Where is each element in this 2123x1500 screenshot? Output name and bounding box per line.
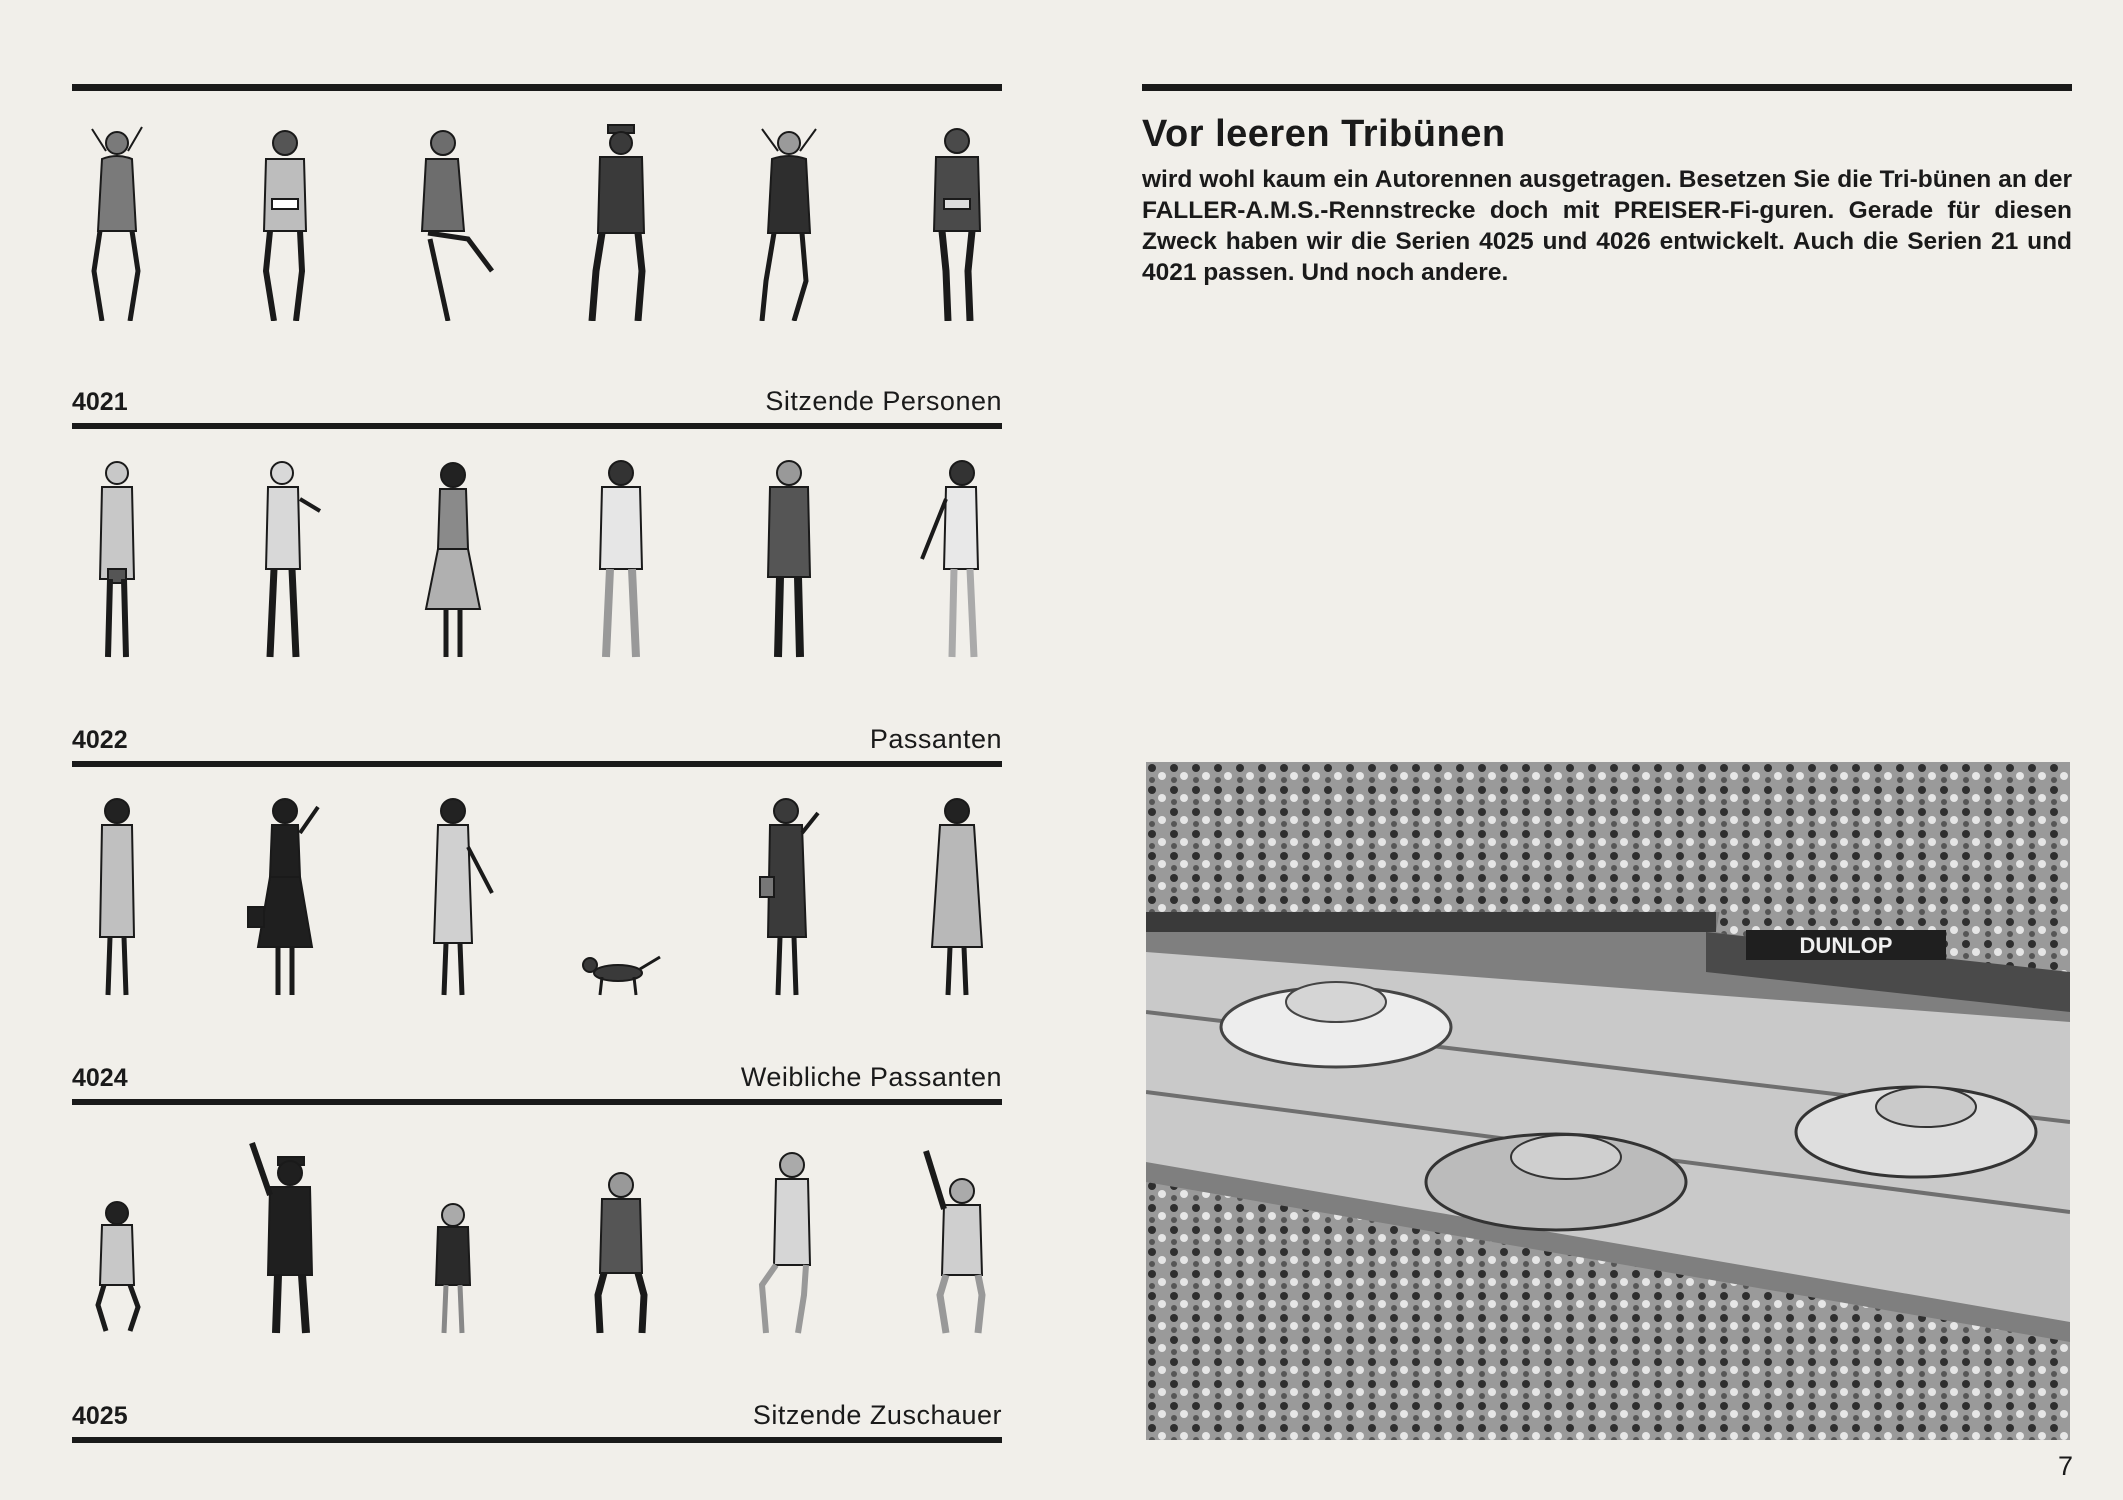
standing-figure — [408, 797, 498, 997]
seated-figure — [576, 121, 666, 321]
section-4022 — [72, 429, 1002, 767]
race-scene — [1146, 762, 2070, 1440]
barrier-wall — [1146, 912, 1716, 932]
seated-figure — [240, 121, 330, 321]
standing-figure — [72, 459, 162, 659]
dog-figure — [576, 797, 666, 997]
article-label: Sitzende Personen — [765, 386, 1002, 416]
article-label: Weibliche Passanten — [740, 1062, 1002, 1092]
standing-figure — [72, 797, 162, 997]
seated-figure — [912, 121, 1002, 321]
seated-figure — [744, 1135, 834, 1335]
standing-figure — [408, 459, 498, 659]
standing-figure — [744, 459, 834, 659]
article-code: 4025 — [72, 1402, 128, 1430]
standing-figure — [744, 797, 834, 997]
page-number: 7 — [2057, 1451, 2073, 1481]
figure-row — [72, 1135, 1002, 1335]
race-car-cockpit — [1286, 982, 1386, 1022]
section-footer — [72, 724, 1002, 755]
standing-figure — [576, 459, 666, 659]
section-footer — [72, 386, 1002, 417]
article-headline: Vor leeren Tribünen — [1142, 113, 1506, 155]
figure-catalog — [72, 84, 1002, 1443]
section-footer — [72, 1400, 1002, 1431]
seated-figure — [72, 1135, 162, 1335]
section-rule — [72, 1437, 1002, 1443]
article-code: 4022 — [72, 726, 128, 754]
seated-figure — [912, 1135, 1002, 1335]
section-4024 — [72, 767, 1002, 1105]
article-label: Passanten — [869, 724, 1002, 754]
article-code: 4024 — [72, 1064, 128, 1092]
top-rule — [1142, 84, 2072, 91]
section-4025 — [72, 1105, 1002, 1443]
section-footer — [72, 1062, 1002, 1093]
figure-row — [72, 459, 1002, 659]
seated-figure — [408, 121, 498, 321]
article — [1142, 84, 2072, 288]
article-body: wird wohl kaum ein Autorennen ausgetragen. Besetzen Sie die Tri-bünen an der FALLER-A.M.S.-Rennstrecke doch mit PREISER-Fi-guren. Gerade für diesen Zweck haben wir die Serien 4025 und 4026 entwickelt. Auch die Serien 21 und 4021 passen. Und noch andere. — [1142, 166, 2072, 286]
seated-figure — [240, 1135, 330, 1335]
article-label: Sitzende Zuschauer — [752, 1400, 1002, 1430]
standing-figure — [912, 797, 1002, 997]
section-4021 — [72, 91, 1002, 429]
race-car-cockpit — [1511, 1135, 1621, 1179]
race-track-photo — [1146, 762, 2070, 1440]
figure-row — [72, 121, 1002, 321]
article-code: 4021 — [72, 388, 128, 416]
standing-figure — [912, 459, 1002, 659]
seated-figure — [408, 1135, 498, 1335]
seated-figure — [744, 121, 834, 321]
seated-figure — [72, 121, 162, 321]
race-car-cockpit — [1876, 1087, 1976, 1127]
top-rule — [72, 84, 1002, 91]
standing-figure — [240, 459, 330, 659]
seated-figure — [576, 1135, 666, 1335]
dunlop-sign-text: DUNLOP — [1799, 933, 1893, 958]
standing-figure — [240, 797, 330, 997]
figure-row — [72, 797, 1002, 997]
